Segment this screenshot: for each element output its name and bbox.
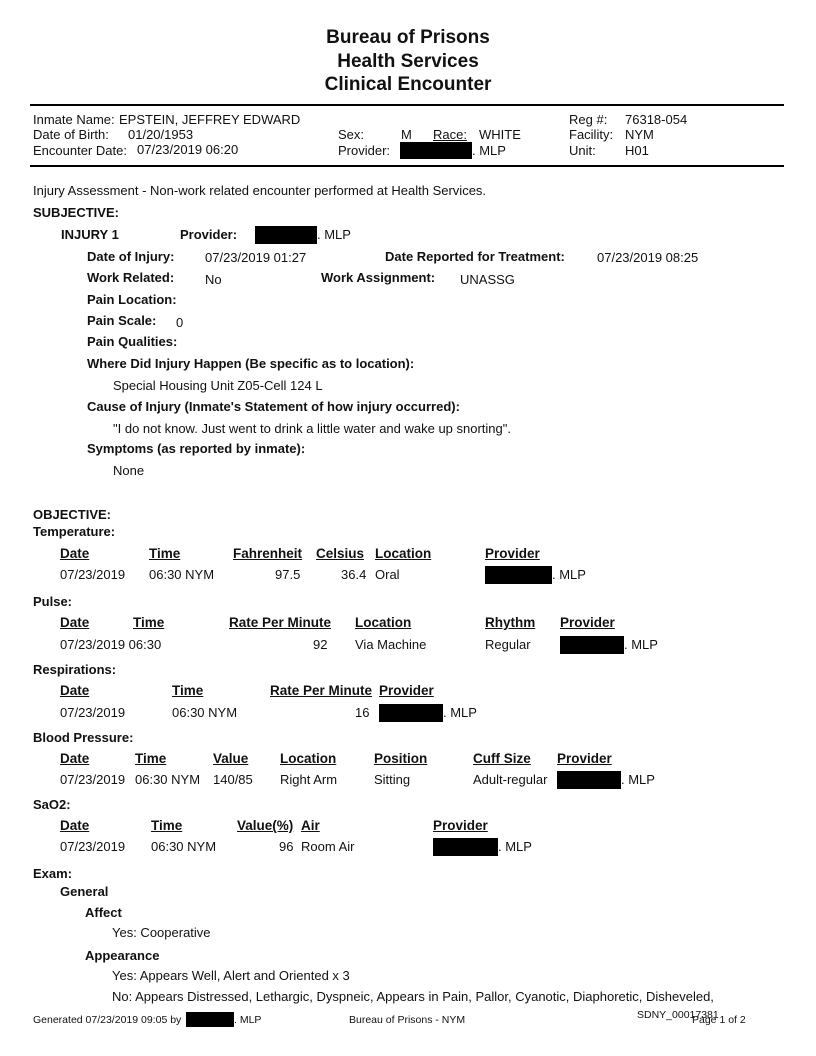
pulse-header-rate: Rate Per Minute [229,615,332,630]
bp-header-date: Date [60,751,90,766]
pulse-header-rhythm: Rhythm [485,615,536,630]
pain-scale: 0 [176,315,184,330]
symptoms-label: Symptoms (as reported by inmate): [87,441,306,456]
work-related-label: Work Related: [87,270,175,285]
redaction [485,566,552,584]
pulse-rate: 92 [313,637,328,652]
sao2-label: SaO2: [33,797,71,812]
facility: NYM [625,127,654,142]
pulse-date-time: 07/23/2019 06:30 [60,637,162,652]
exam-heading: Exam: [33,866,73,881]
inmate-name-label: Inmate Name: [33,112,115,127]
unit-label: Unit: [569,143,596,158]
respirations-label: Respirations: [33,662,117,677]
cause-label: Cause of Injury (Inmate's Statement of how injury occurred): [87,399,460,414]
header-rule-bottom [30,165,784,167]
injury-provider-label: Provider: [180,227,238,242]
pulse-header-time: Time [133,615,165,630]
resp-provider-suffix: . MLP [443,705,477,720]
temp-header-fahrenheit: Fahrenheit [233,546,303,561]
pain-qualities-label: Pain Qualities: [87,334,178,349]
pulse-header-provider: Provider [560,615,615,630]
race-label: Race: [433,127,467,142]
temperature-label: Temperature: [33,524,116,539]
date-of-injury: 07/23/2019 01:27 [205,250,307,265]
facility-label: Facility: [569,127,614,142]
temp-time: 06:30 NYM [149,567,215,582]
affect-yes: Yes: Cooperative [112,925,211,940]
pulse-location: Via Machine [355,637,427,652]
injury-label: INJURY 1 [61,227,119,242]
redaction [557,771,621,789]
temp-provider-suffix: . MLP [552,567,586,582]
sao2-header-provider: Provider [433,818,488,833]
sao2-header-time: Time [151,818,183,833]
pain-location-label: Pain Location: [87,292,177,307]
bp-cuff-size: Adult-regular [473,772,548,787]
redaction [400,142,472,159]
sao2-header-value: Value(%) [237,818,294,833]
temp-header-celsius: Celsius [316,546,365,561]
temp-fahrenheit: 97.5 [275,567,301,582]
work-assignment-label: Work Assignment: [321,270,436,285]
bp-header-position: Position [374,751,428,766]
bp-header-cuff-size: Cuff Size [473,751,531,766]
reg-label: Reg #: [569,112,608,127]
resp-time: 06:30 NYM [172,705,238,720]
redaction [379,704,443,722]
injury-provider-suffix: . MLP [317,227,351,242]
bp-position: Sitting [374,772,411,787]
race: WHITE [479,127,521,142]
sex: M [401,127,412,142]
pain-scale-label: Pain Scale: [87,313,157,328]
provider-suffix: . MLP [472,143,506,158]
temp-celsius: 36.4 [341,567,367,582]
date-of-injury-label: Date of Injury: [87,249,175,264]
bp-time: 06:30 NYM [135,772,201,787]
bp-header-provider: Provider [557,751,612,766]
sex-label: Sex: [338,127,365,142]
footer-center: Bureau of Prisons - NYM [349,1014,466,1026]
temp-header-time: Time [149,546,181,561]
bp-location: Right Arm [280,772,338,787]
header-rule-top [30,104,784,106]
date-reported-label: Date Reported for Treatment: [385,249,565,264]
pulse-header-location: Location [355,615,412,630]
bp-date: 07/23/2019 [60,772,126,787]
title-bureau: Bureau of Prisons [326,27,490,48]
bp-value: 140/85 [213,772,253,787]
redaction [186,1012,234,1027]
encounter-date: 07/23/2019 06:20 [137,142,239,157]
sao2-provider-suffix: . MLP [498,839,532,854]
affect-label: Affect [85,905,122,920]
redaction [560,636,624,654]
page-number: Page 1 of 2 [692,1014,746,1026]
appearance-label: Appearance [85,948,160,963]
sao2-header-air: Air [301,818,320,833]
appearance-yes: Yes: Appears Well, Alert and Oriented x 3 [112,968,350,983]
resp-header-date: Date [60,683,90,698]
pulse-label: Pulse: [33,594,73,609]
bp-header-time: Time [135,751,167,766]
footer-generated: Generated 07/23/2019 09:05 by [33,1014,182,1026]
inmate-name: EPSTEIN, JEFFREY EDWARD [119,112,301,127]
bates-number: SDNY_00017381 [637,1009,719,1021]
sao2-value: 96 [279,839,294,854]
symptoms-value: None [113,463,145,478]
where-value: Special Housing Unit Z05-Cell 124 L [113,378,323,393]
sao2-header-date: Date [60,818,90,833]
temp-header-location: Location [375,546,432,561]
temp-date: 07/23/2019 [60,567,126,582]
redaction [433,838,498,856]
reg-number: 76318-054 [625,112,688,127]
sao2-air: Room Air [301,839,355,854]
dob: 01/20/1953 [128,127,194,142]
footer-generated-suffix: . MLP [234,1014,262,1026]
cause-value: "I do not know. Just went to drink a little water and wake up snorting". [113,421,511,436]
dob-label: Date of Birth: [33,127,109,142]
resp-date: 07/23/2019 [60,705,126,720]
resp-header-provider: Provider [379,683,434,698]
pulse-header-date: Date [60,615,90,630]
temp-header-date: Date [60,546,90,561]
exam-general: General [60,884,109,899]
where-label: Where Did Injury Happen (Be specific as to location): [87,356,415,371]
appearance-no: No: Appears Distressed, Lethargic, Dyspneic, Appears in Pain, Pallor, Cyanotic, Diaphoretic, Disheveled, [112,989,714,1004]
title-health-services: Health Services [337,51,479,72]
bp-label: Blood Pressure: [33,730,134,745]
work-assignment: UNASSG [460,272,515,287]
temp-location: Oral [375,567,400,582]
resp-header-rate: Rate Per Minute [270,683,373,698]
temp-header-provider: Provider [485,546,540,561]
provider-label: Provider: [338,143,391,158]
redaction [255,226,317,244]
date-reported: 07/23/2019 08:25 [597,250,699,265]
sao2-date: 07/23/2019 [60,839,126,854]
title-clinical-encounter: Clinical Encounter [324,74,492,95]
resp-header-time: Time [172,683,204,698]
resp-rate: 16 [355,705,370,720]
bp-provider-suffix: . MLP [621,772,655,787]
bp-header-value: Value [213,751,249,766]
subjective-heading: SUBJECTIVE: [33,205,119,220]
assessment-line: Injury Assessment - Non-work related encounter performed at Health Services. [33,183,487,198]
sao2-time: 06:30 NYM [151,839,217,854]
encounter-date-label: Encounter Date: [33,143,127,158]
unit: H01 [625,143,649,158]
objective-heading: OBJECTIVE: [33,507,112,522]
bp-header-location: Location [280,751,337,766]
pulse-rhythm: Regular [485,637,531,652]
pulse-provider-suffix: . MLP [624,637,658,652]
work-related: No [205,272,222,287]
